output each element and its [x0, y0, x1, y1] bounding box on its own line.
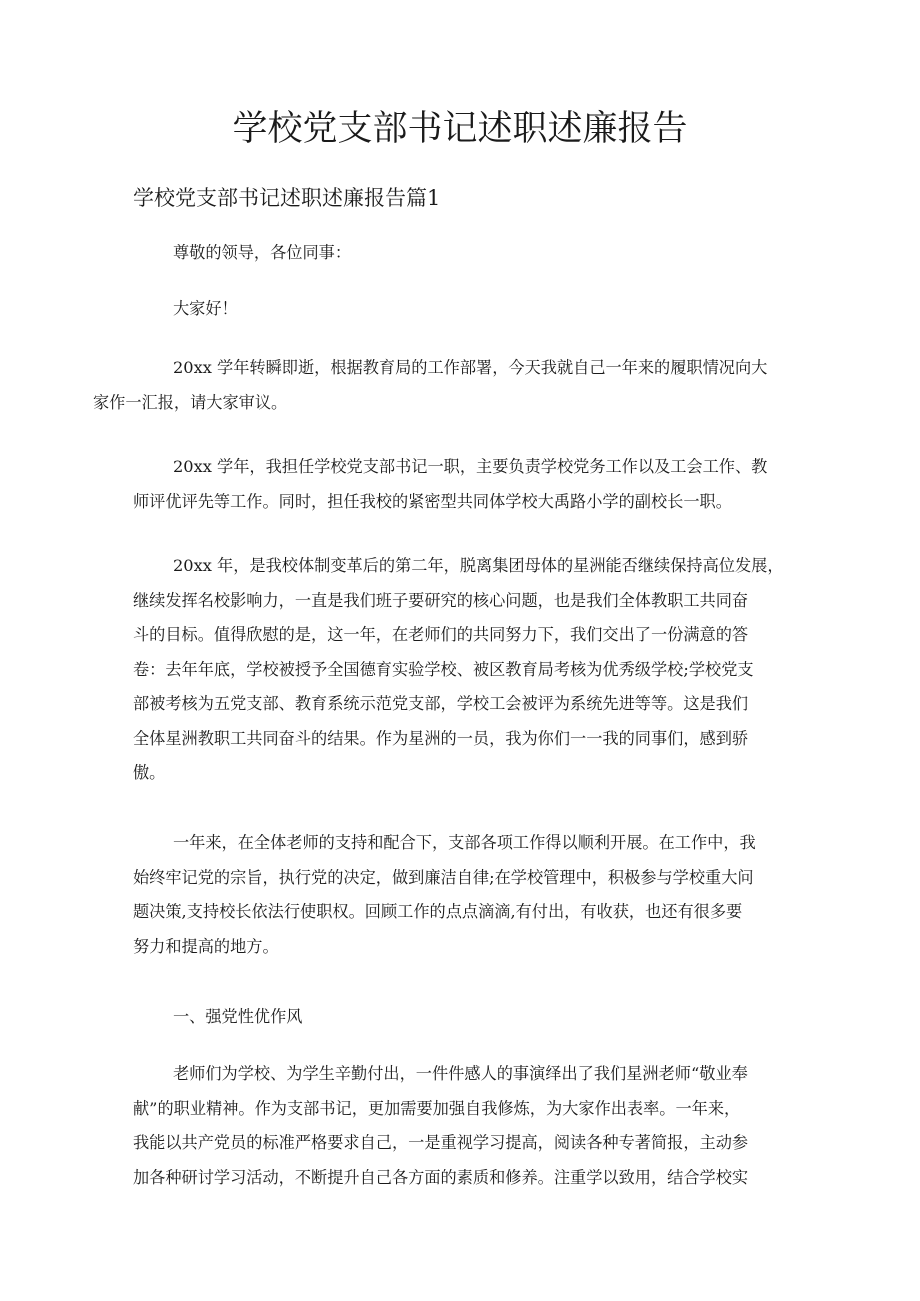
paragraph-line: 卷：去年年底，学校被授予全国德育实验学校、被区教育局考核为优秀级学校;学校党支: [133, 659, 754, 679]
section-heading: 一、强党性优作风: [173, 1007, 303, 1026]
paragraph-line: 部被考核为五党支部、教育系统示范党支部，学校工会被评为系统先进等等。这是我们: [133, 694, 749, 713]
paragraph-line: 题决策,支持校长依法行使职权。回顾工作的点点滴滴,有付出，有收获，也还有很多要: [133, 902, 743, 921]
paragraph-line: 努力和提高的地方。: [133, 936, 279, 956]
paragraph-1: [93, 351, 793, 420]
paragraph-line: 加各种研讨学习活动，不断提升自己各方面的素质和修养。注重学以致用，结合学校实: [133, 1167, 749, 1187]
paragraph-line: 献”的职业精神。作为支部书记，更加需要加强自我修炼，为大家作出表率。一年来，: [133, 1098, 741, 1118]
section-paragraph: [133, 1057, 793, 1195]
document-subtitle: 学校党支部书记述职述廉报告篇1: [133, 186, 441, 210]
paragraph-line: 傲。: [133, 763, 166, 782]
paragraph-line: 全体星洲教职工共同奋斗的结果。作为星洲的一员，我为你们一一我的同事们，感到骄: [133, 728, 749, 748]
paragraph-line: 一年来，在全体老师的支持和配合下，支部各项工作得以顺利开展。在工作中，我: [173, 833, 756, 852]
paragraph-4: [133, 826, 793, 964]
paragraph-2: [133, 450, 793, 519]
greeting: 大家好！: [173, 299, 238, 318]
paragraph-3: [133, 549, 793, 791]
document-title: 学校党支部书记述职述廉报告: [232, 109, 688, 149]
paragraph-line: 斗的目标。值得欣慰的是，这一年，在老师们的共同努力下，我们交出了一份满意的答: [133, 625, 749, 644]
paragraph-line: 我能以共产党员的标准严格要求自己，一是重视学习提高，阅读各种专著简报，主动参: [133, 1133, 749, 1152]
paragraph-line: 家作一汇报，请大家审议。: [93, 392, 288, 412]
paragraph-line: 始终牢记党的宗旨，执行党的决定，做到廉洁自律;在学校管理中，积极参与学校重大问: [133, 867, 754, 887]
paragraph-line: 师评优评先等工作。同时，担任我校的紧密型共同体学校大禹路小学的副校长一职。: [133, 491, 732, 511]
paragraph-line: 20xx 年，是我校体制变革后的第二年，脱离集团母体的星洲能否继续保持高位发展，: [173, 556, 784, 575]
paragraph-line: 继续发挥名校影响力，一直是我们班子要研究的核心问题，也是我们全体教职工共同奋: [133, 590, 749, 610]
paragraph-line: 20xx 学年，我担任学校党支部书记一职，主要负责学校党务工作以及工会工作、教: [173, 457, 768, 476]
paragraph-line: 老师们为学校、为学生辛勤付出，一件件感人的事演绎出了我们星洲老师“敬业奉: [173, 1064, 748, 1083]
salutation: 尊敬的领导，各位同事：: [173, 243, 352, 262]
paragraph-line: 20xx 学年转瞬即逝，根据教育局的工作部署，今天我就自己一年来的履职情况向大: [173, 358, 768, 377]
